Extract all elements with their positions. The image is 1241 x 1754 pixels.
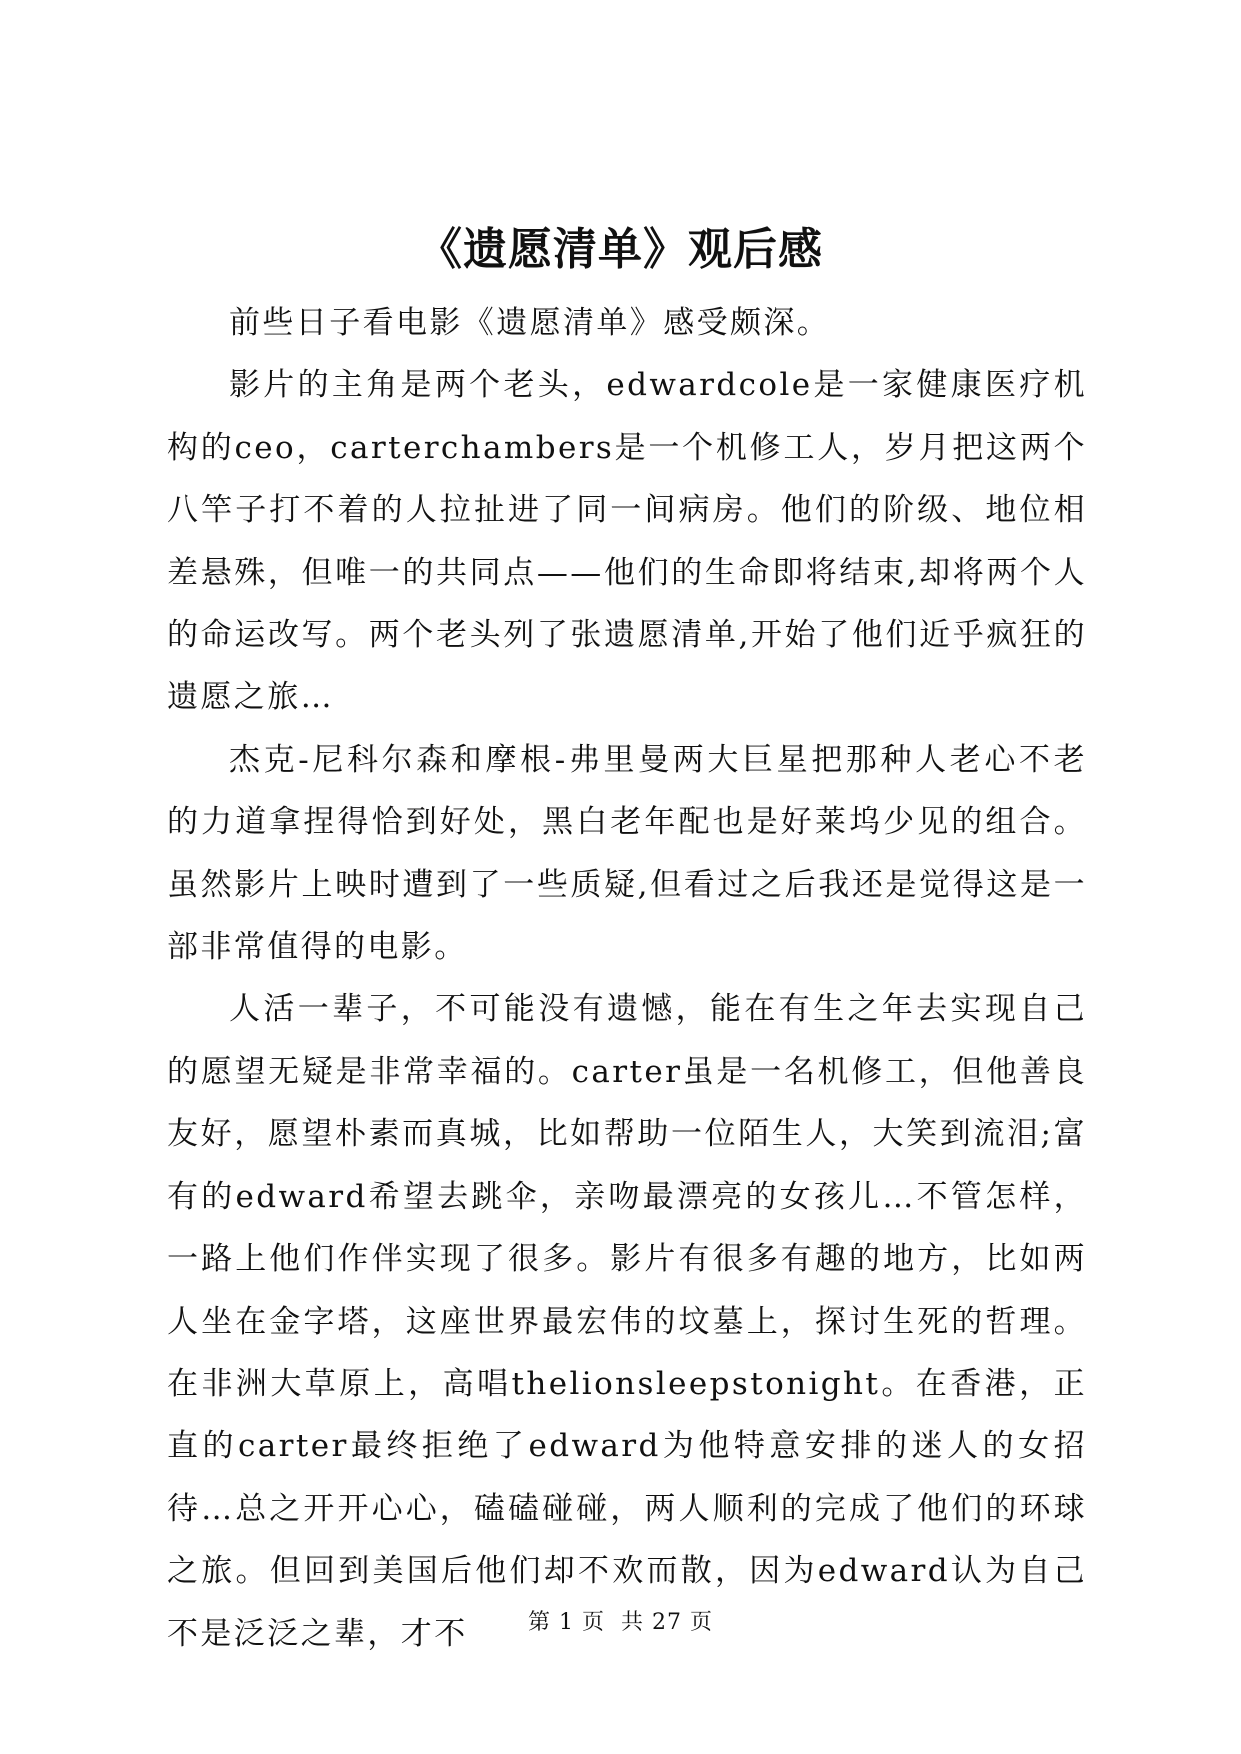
document-title: 《遗愿清单》观后感: [418, 224, 823, 275]
document-body: [167, 292, 1087, 1665]
paragraph-actors: 杰克-尼科尔森和摩根-弗里曼两大巨星把那种人老心不老的力道拿捏得恰到好处，黑白老年配也是好莱坞少见的组合。虽然影片上映时遭到了一些质疑,但看过之后我还是觉得这是一部非常值得的电影。: [167, 741, 1087, 966]
page-footer: [0, 1608, 1241, 1638]
page-number-label: 第 1 页 共 27 页: [528, 1610, 713, 1635]
paragraph-wishes: 人活一辈子，不可能没有遗憾，能在有生之年去实现自己的愿望无疑是非常幸福的。carter虽是一名机修工，但他善良友好，愿望朴素而真城，比如帮助一位陌生人，大笑到流泪;富有的edward希望去跳伞，亲吻最漂亮的女孩儿…不管怎样，一路上他们作伴实现了很多。影片有很多有趣的地方，比如两人坐在金字塔，这座世界最宏伟的坟墓上，探讨生死的哲理。在非洲大草原上，高唱thelionsleepstonight。在香港，正直的carter最终拒绝了edward为他特意安排的迷人的女招待…总之开开心心，磕磕碰碰，两人顺利的完成了他们的环球之旅。但回到美国后他们却不欢而散，因为edward认为自己不是泛泛之辈，才不: [167, 991, 1087, 1652]
paragraph-intro: 前些日子看电影《遗愿清单》感受颇深。: [229, 305, 831, 341]
paragraph-protagonists: 影片的主角是两个老头，edwardcole是一家健康医疗机构的ceo，carterchambers是一个机修工人，岁月把这两个八竿子打不着的人拉扯进了同一间病房。他们的阶级、地位相差悬殊，但唯一的共同点——他们的生命即将结束,却将两个人的命运改写。两个老头列了张遗愿清单,开始了他们近乎疯狂的遗愿之旅…: [167, 367, 1087, 716]
